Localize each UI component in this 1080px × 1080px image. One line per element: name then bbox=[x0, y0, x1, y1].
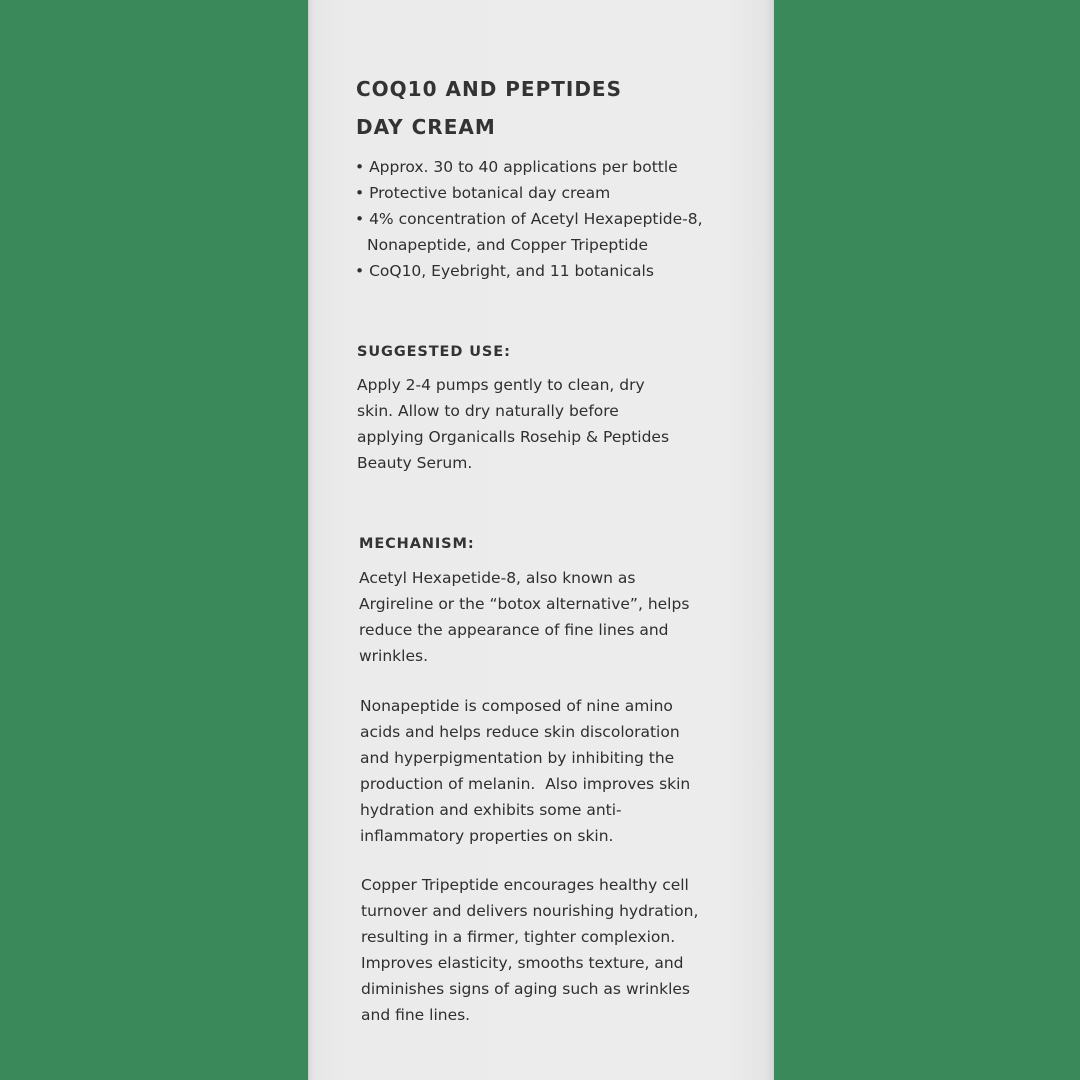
feature-item: • Protective botanical day cream bbox=[355, 184, 611, 202]
feature-item: • Approx. 30 to 40 applications per bottle bbox=[355, 158, 678, 176]
text-line: Copper Tripeptide encourages healthy cell bbox=[361, 876, 689, 894]
text-line: Nonapeptide is composed of nine amino bbox=[360, 697, 673, 715]
product-title bbox=[356, 70, 622, 146]
product-box-panel bbox=[308, 0, 774, 1080]
suggested-use-heading: SUGGESTED USE: bbox=[357, 344, 511, 360]
text-line: Acetyl Hexapetide-8, also known as bbox=[359, 569, 636, 587]
feature-item: • CoQ10, Eyebright, and 11 botanicals bbox=[355, 262, 654, 280]
mechanism-heading: MECHANISM: bbox=[359, 536, 475, 552]
text-line: resulting in a firmer, tighter complexion. bbox=[361, 928, 676, 946]
text-line: wrinkles. bbox=[359, 647, 429, 665]
mechanism-paragraph-copper bbox=[361, 872, 698, 1028]
text-line: applying Organicalls Rosehip & Peptides bbox=[357, 428, 670, 446]
mechanism-paragraph-acetyl bbox=[359, 565, 689, 669]
text-line: production of melanin. Also improves skin bbox=[360, 775, 691, 793]
text-line: Improves elasticity, smooths texture, and bbox=[361, 954, 684, 972]
text-line: and hyperpigmentation by inhibiting the bbox=[360, 749, 675, 767]
mechanism-paragraph-nonapeptide bbox=[360, 693, 690, 849]
text-line: Beauty Serum. bbox=[357, 454, 473, 472]
title-line: COQ10 AND PEPTIDES bbox=[356, 77, 622, 101]
text-line: acids and helps reduce skin discoloration bbox=[360, 723, 680, 741]
feature-item-continued: Nonapeptide, and Copper Tripeptide bbox=[367, 236, 648, 254]
text-line: and fine lines. bbox=[361, 1006, 471, 1024]
text-line: Argireline or the “botox alternative”, helps bbox=[359, 595, 690, 613]
text-line: hydration and exhibits some anti- bbox=[360, 801, 622, 819]
feature-item: • 4% concentration of Acetyl Hexapeptide-8, bbox=[355, 210, 703, 228]
feature-list bbox=[355, 154, 703, 284]
text-line: Apply 2-4 pumps gently to clean, dry bbox=[357, 376, 645, 394]
text-line: diminishes signs of aging such as wrinkles bbox=[361, 980, 691, 998]
text-line: reduce the appearance of fine lines and bbox=[359, 621, 669, 639]
text-line: inflammatory properties on skin. bbox=[360, 827, 614, 845]
title-line: DAY CREAM bbox=[356, 115, 496, 139]
text-line: skin. Allow to dry naturally before bbox=[357, 402, 619, 420]
suggested-use-text bbox=[357, 372, 669, 476]
text-line: turnover and delivers nourishing hydration, bbox=[361, 902, 699, 920]
